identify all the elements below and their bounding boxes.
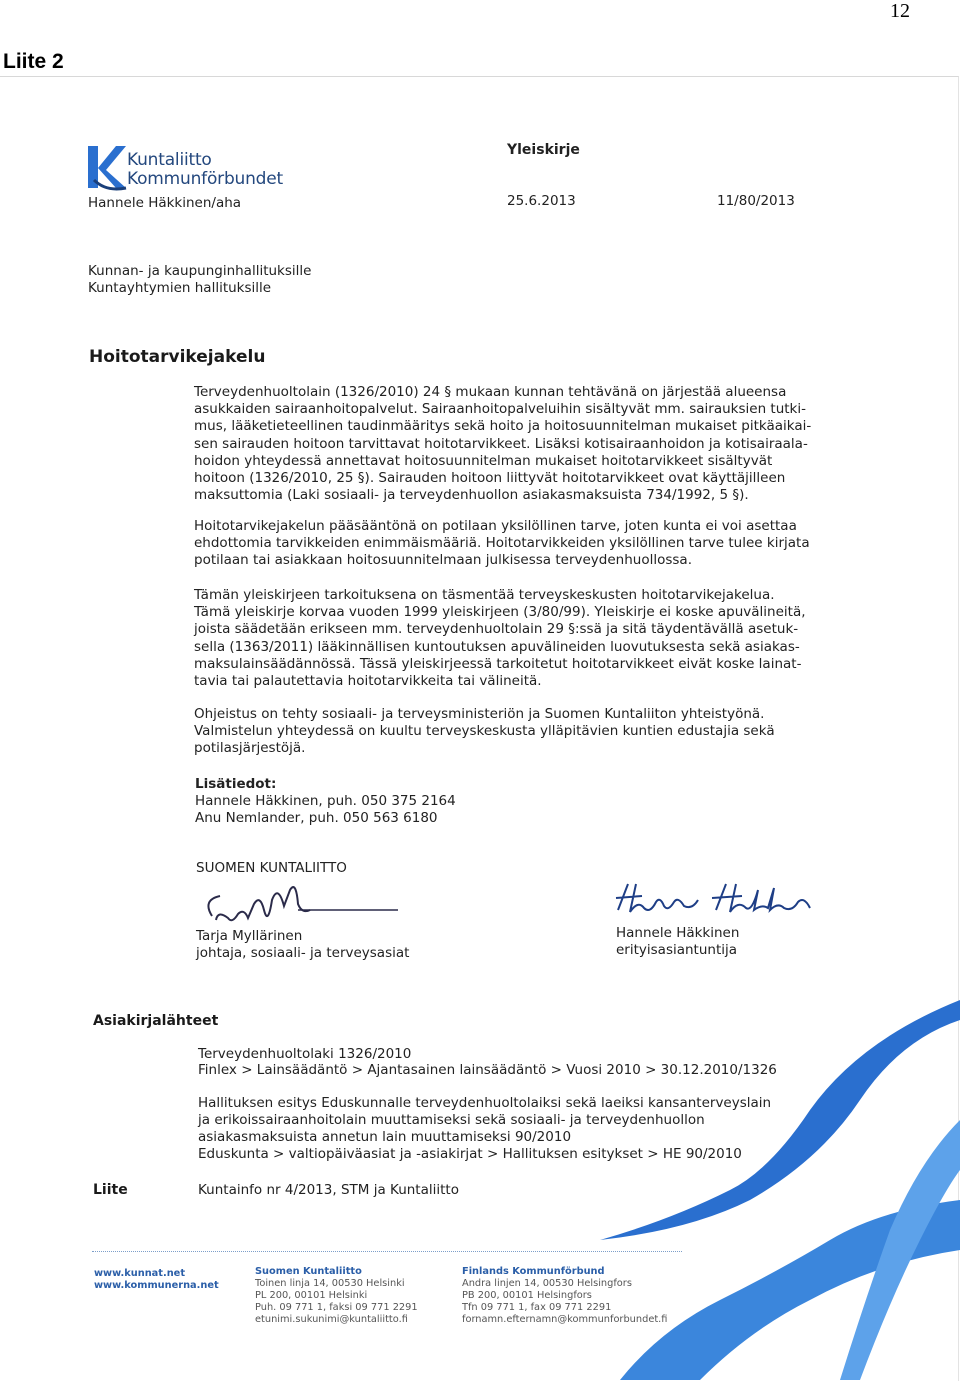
signatory-name: Hannele Häkkinen	[616, 925, 740, 941]
footer-line: PB 200, 00101 Helsingfors	[462, 1290, 592, 1301]
letter-subject: Hoitotarvikejakelu	[89, 347, 266, 367]
footer-email[interactable]: fornamn.efternamn@kommunforbundet.fi	[462, 1314, 668, 1325]
source-line: Eduskunta > valtiopäiväasiat ja -asiakirjat > Hallituksen esitykset > HE 90/2010	[198, 1146, 742, 1162]
recipient-line: Kuntayhtymien hallituksille	[88, 280, 272, 296]
source-line: Hallituksen esitys Eduskunnalle terveydenhuoltolaiksi sekä laeiksi kansanterveyslain	[198, 1095, 772, 1111]
source-block	[198, 1095, 838, 1163]
source-line: asiakasmaksuista annetun lain muuttamiseksi 90/2010	[198, 1129, 572, 1145]
logo-text-finnish: Kuntaliitto	[127, 150, 212, 170]
signature-icon	[612, 880, 822, 920]
paragraph-line: potilasjärjestöjä.	[194, 740, 306, 757]
footer-line: Toinen linja 14, 00530 Helsinki	[255, 1278, 405, 1289]
body-paragraph	[194, 587, 874, 690]
contact-line: Hannele Häkkinen, puh. 050 375 2164	[195, 793, 456, 809]
paragraph-line: Tämä yleiskirje korvaa vuoden 1999 yleiskirjeen (3/80/99). Yleiskirje ei koske apuvälineitä,	[194, 604, 806, 621]
body-paragraph	[194, 384, 874, 504]
info-heading: Lisätiedot:	[195, 776, 277, 792]
footer-line: Andra linjen 14, 00530 Helsingfors	[462, 1278, 632, 1289]
footer-email[interactable]: etunimi.sukunimi@kuntaliitto.fi	[255, 1314, 408, 1325]
paragraph-line: maksuttomia (Laki sosiaali- ja terveydenhuollon asiakasmaksuista 734/1992, 5 §).	[194, 487, 749, 504]
paragraph-line: potilaan tai asiakkaan hoitosuunnitelmaan julkisessa terveydenhuollossa.	[194, 552, 692, 569]
document-number: 11/80/2013	[717, 193, 795, 209]
paragraph-line: hoidon yhteydessä annettavat hoitosuunnitelman mukaiset hoitotarvikkeet sisältyvät	[194, 452, 773, 469]
paragraph-line: Terveydenhuoltolain (1326/2010) 24 § mukaan kunnan tehtävänä on järjestää alueensa	[194, 384, 787, 400]
recipient-line: Kunnan- ja kaupunginhallituksille	[88, 263, 312, 279]
sources-heading: Asiakirjalähteet	[93, 1013, 219, 1029]
footer-line: PL 200, 00101 Helsinki	[255, 1290, 368, 1301]
paragraph-line: joista säädetään erikseen mm. terveydenhuoltolain 29 §:ssä ja sitä täydentävällä asetuk-	[194, 621, 799, 638]
document-type: Yleiskirje	[507, 142, 580, 158]
signatory-name: Tarja Myllärinen	[196, 928, 303, 944]
footer-link[interactable]: www.kunnat.net	[94, 1268, 186, 1279]
body-paragraph	[194, 706, 874, 758]
appendix-label: Liite	[93, 1182, 128, 1198]
paragraph-line: tavia tai palautettavia hoitotarvikkeita tai välineitä.	[194, 673, 542, 690]
footer-org-name: Suomen Kuntaliitto	[255, 1266, 362, 1277]
attachment-title: Liite 2	[3, 50, 64, 73]
footer-link[interactable]: www.kommunerna.net	[94, 1280, 219, 1291]
paragraph-line: hoitoon (1326/2010, 25 §). Sairauden hoitoon liittyvät hoitotarvikkeet ovat käyttäjilleen	[194, 470, 786, 487]
organization-name: SUOMEN KUNTALIITTO	[196, 860, 347, 876]
paragraph-line: Ohjeistus on tehty sosiaali- ja terveysministeriön ja Suomen Kuntaliiton yhteistyönä.	[194, 706, 765, 722]
paragraph-line: sella (1363/2011) lääkinnällisen kuntoutuksen apuvälineiden luovutuksesta sekä asiakas-	[194, 638, 800, 655]
paragraph-line: Tämän yleiskirjeen tarkoituksena on täsmentää terveyskeskusten hoitotarvikejakelua.	[194, 587, 775, 603]
signatory-title: erityisasiantuntija	[616, 942, 738, 958]
sender-reference: Hannele Häkkinen/aha	[88, 195, 242, 211]
paragraph-line: sen sairauden hoitoon tarvittavat hoitotarvikkeet. Lisäksi kotisairaanhoidon ja kotisairaala-	[194, 435, 808, 452]
footer-address-swedish	[462, 1266, 667, 1326]
signatory-title: johtaja, sosiaali- ja terveysasiat	[196, 945, 410, 961]
source-line: Finlex > Lainsäädäntö > Ajantasainen lainsäädäntö > Vuosi 2010 > 30.12.2010/1326	[198, 1062, 777, 1078]
source-line: ja erikoissairaanhoitolain muuttamiseksi sekä sosiaali- ja terveydenhuollon	[198, 1112, 705, 1128]
paragraph-line: Hoitotarvikejakelun pääsääntönä on potilaan yksilöllinen tarve, joten kunta ei voi asettaa	[194, 518, 797, 534]
paragraph-line: ehdottomia tarvikkeiden enimmäismääriä. Hoitotarvikkeiden yksilöllinen tarve tulee kirjata	[194, 535, 810, 552]
paragraph-line: asukkaiden sairaanhoitopalvelut. Sairaanhoitopalveluihin sisältyvät mm. sairauksien tutki-	[194, 401, 806, 418]
footer-org-name: Finlands Kommunförbund	[462, 1266, 605, 1277]
contact-line: Anu Nemlander, puh. 050 563 6180	[195, 810, 438, 826]
page-number: 12	[890, 0, 910, 22]
document-date: 25.6.2013	[507, 193, 576, 209]
appendix-text: Kuntainfo nr 4/2013, STM ja Kuntaliitto	[198, 1182, 459, 1198]
paragraph-line: maksulainsäädännössä. Tässä yleiskirjeessä tarkoitetut hoitotarvikkeet eivät koske lainat-	[194, 655, 802, 672]
paragraph-line: Valmistelun yhteydessä on kuultu terveyskeskusta ylläpitävien kuntien edustajia sekä	[194, 723, 775, 740]
footer-line: Puh. 09 771 1, faksi 09 771 2291	[255, 1302, 418, 1313]
paragraph-line: mus, lääketieteellinen taudinmääritys sekä hoito ja hoitosuunnitelman mukaiset pitkäaikai-	[194, 418, 812, 435]
footer-address-finnish	[255, 1266, 418, 1326]
source-line: Terveydenhuoltolaki 1326/2010	[198, 1046, 412, 1062]
logo-text-swedish: Kommunförbundet	[127, 169, 284, 189]
footer-web-links	[94, 1268, 219, 1292]
footer-divider	[92, 1251, 682, 1252]
footer-line: Tfn 09 771 1, fax 09 771 2291	[462, 1302, 612, 1313]
body-paragraph	[194, 518, 874, 570]
